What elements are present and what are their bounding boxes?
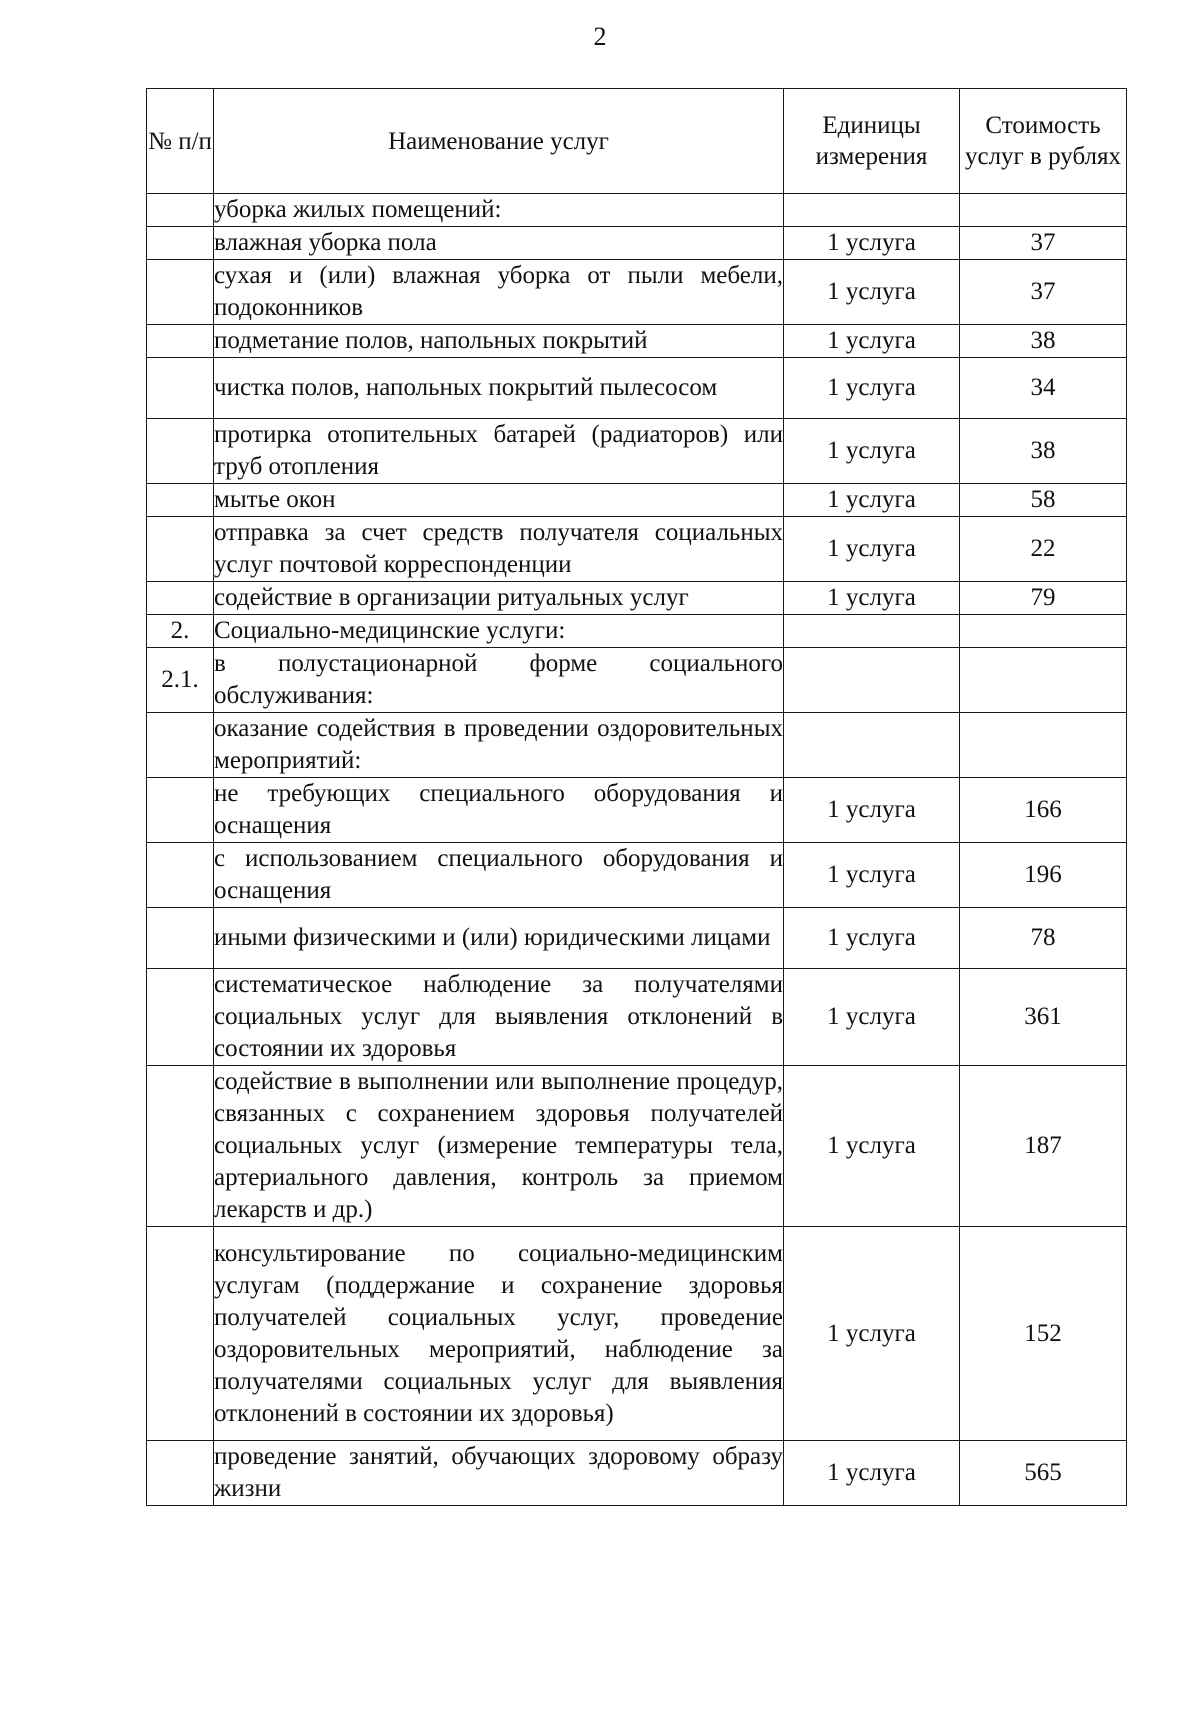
page-number: 2 xyxy=(593,22,607,51)
row-unit: 1 услуга xyxy=(784,227,960,260)
row-unit: 1 услуга xyxy=(784,325,960,358)
row-unit: 1 услуга xyxy=(784,1227,960,1441)
services-table xyxy=(146,88,1127,1506)
row-num xyxy=(147,358,214,419)
row-num xyxy=(147,1066,214,1227)
row-num xyxy=(147,969,214,1066)
row-service-name: иными физическими и (или) юридическими лицами xyxy=(214,908,784,969)
row-unit: 1 услуга xyxy=(784,358,960,419)
table-row xyxy=(147,843,1127,908)
row-unit xyxy=(784,194,960,227)
table-row xyxy=(147,648,1127,713)
row-num xyxy=(147,325,214,358)
row-unit: 1 услуга xyxy=(784,1066,960,1227)
row-unit xyxy=(784,713,960,778)
table-row xyxy=(147,419,1127,484)
row-num xyxy=(147,1441,214,1506)
row-service-name: содействие в организации ритуальных услуг xyxy=(214,582,784,615)
table-row xyxy=(147,260,1127,325)
table-row xyxy=(147,582,1127,615)
row-num xyxy=(147,778,214,843)
table-body xyxy=(147,194,1127,1506)
row-service-name: Социально-медицинские услуги: xyxy=(214,615,784,648)
row-service-name: протирка отопительных батарей (радиаторов) или труб отопления xyxy=(214,419,784,484)
row-service-name: подметание полов, напольных покрытий xyxy=(214,325,784,358)
row-num xyxy=(147,484,214,517)
row-num xyxy=(147,517,214,582)
table-row xyxy=(147,227,1127,260)
row-cost xyxy=(960,648,1127,713)
table-row xyxy=(147,778,1127,843)
header-num: № п/п xyxy=(147,89,214,194)
table-row xyxy=(147,969,1127,1066)
table-row xyxy=(147,615,1127,648)
row-num xyxy=(147,713,214,778)
header-name: Наименование услуг xyxy=(214,89,784,194)
row-cost: 34 xyxy=(960,358,1127,419)
row-cost xyxy=(960,615,1127,648)
row-unit: 1 услуга xyxy=(784,969,960,1066)
header-row xyxy=(147,89,1127,194)
row-service-name: с использованием специального оборудования и оснащения xyxy=(214,843,784,908)
row-num: 2.1. xyxy=(147,648,214,713)
row-service-name: систематическое наблюдение за получателями социальных услуг для выявления отклонений в состоянии их здоровья xyxy=(214,969,784,1066)
row-num xyxy=(147,908,214,969)
row-unit: 1 услуга xyxy=(784,517,960,582)
row-cost: 22 xyxy=(960,517,1127,582)
table-row xyxy=(147,484,1127,517)
table-row xyxy=(147,358,1127,419)
row-num xyxy=(147,194,214,227)
row-unit xyxy=(784,648,960,713)
row-service-name: уборка жилых помещений: xyxy=(214,194,784,227)
row-service-name: в полустационарной форме социального обслуживания: xyxy=(214,648,784,713)
table-row xyxy=(147,194,1127,227)
row-num xyxy=(147,260,214,325)
row-cost xyxy=(960,194,1127,227)
row-unit: 1 услуга xyxy=(784,582,960,615)
row-service-name: сухая и (или) влажная уборка от пыли мебели, подоконников xyxy=(214,260,784,325)
table-row xyxy=(147,517,1127,582)
row-unit: 1 услуга xyxy=(784,778,960,843)
row-num xyxy=(147,582,214,615)
row-cost: 361 xyxy=(960,969,1127,1066)
table-row xyxy=(147,713,1127,778)
row-unit: 1 услуга xyxy=(784,1441,960,1506)
row-num xyxy=(147,227,214,260)
header-unit: Единицы измерения xyxy=(784,89,960,194)
table-row xyxy=(147,325,1127,358)
row-cost: 58 xyxy=(960,484,1127,517)
row-cost: 38 xyxy=(960,419,1127,484)
header-cost: Стоимость услуг в рублях xyxy=(960,89,1127,194)
row-cost: 38 xyxy=(960,325,1127,358)
row-num xyxy=(147,419,214,484)
row-unit: 1 услуга xyxy=(784,843,960,908)
row-unit: 1 услуга xyxy=(784,419,960,484)
row-service-name: содействие в выполнении или выполнение процедур, связанных с сохранением здоровья получателей социальных услуг (измерение температуры тела, артериального давления, контроль за приемом лекарств и др.) xyxy=(214,1066,784,1227)
table-row xyxy=(147,908,1127,969)
row-cost: 196 xyxy=(960,843,1127,908)
row-cost: 565 xyxy=(960,1441,1127,1506)
table-row xyxy=(147,1441,1127,1506)
row-cost: 78 xyxy=(960,908,1127,969)
row-service-name: оказание содействия в проведении оздоровительных мероприятий: xyxy=(214,713,784,778)
table-row xyxy=(147,1227,1127,1441)
row-cost: 166 xyxy=(960,778,1127,843)
row-service-name: мытье окон xyxy=(214,484,784,517)
row-cost: 152 xyxy=(960,1227,1127,1441)
row-cost: 37 xyxy=(960,227,1127,260)
row-num xyxy=(147,843,214,908)
row-cost: 79 xyxy=(960,582,1127,615)
row-unit: 1 услуга xyxy=(784,260,960,325)
row-service-name: консультирование по социально-медицинским услугам (поддержание и сохранение здоровья получателей социальных услуг, проведение оздоровительных мероприятий, наблюдение за получателями социальных услуг для выявления отклонений в состоянии их здоровья) xyxy=(214,1227,784,1441)
row-service-name: отправка за счет средств получателя социальных услуг почтовой корреспонденции xyxy=(214,517,784,582)
row-cost: 37 xyxy=(960,260,1127,325)
row-cost xyxy=(960,713,1127,778)
row-unit xyxy=(784,615,960,648)
row-service-name: чистка полов, напольных покрытий пылесосом xyxy=(214,358,784,419)
row-unit: 1 услуга xyxy=(784,484,960,517)
row-service-name: влажная уборка пола xyxy=(214,227,784,260)
row-cost: 187 xyxy=(960,1066,1127,1227)
row-num xyxy=(147,1227,214,1441)
row-service-name: не требующих специального оборудования и оснащения xyxy=(214,778,784,843)
row-service-name: проведение занятий, обучающих здоровому образу жизни xyxy=(214,1441,784,1506)
row-unit: 1 услуга xyxy=(784,908,960,969)
table-row xyxy=(147,1066,1127,1227)
row-num: 2. xyxy=(147,615,214,648)
